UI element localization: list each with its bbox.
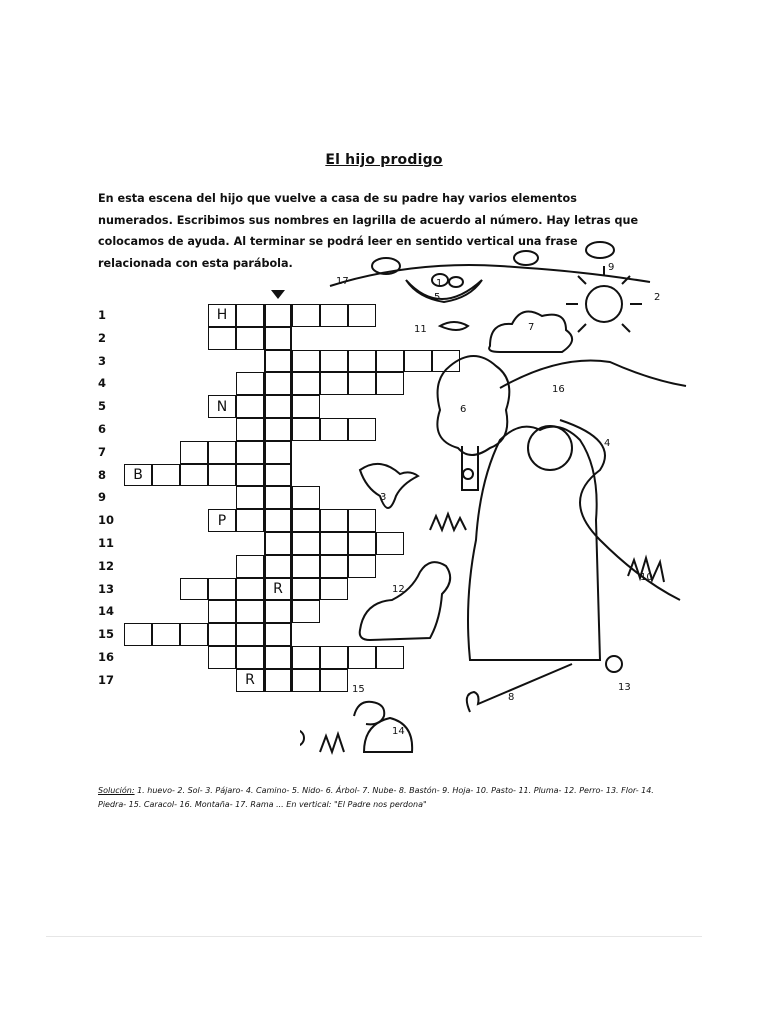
crossword-cell[interactable]: [236, 464, 264, 487]
crossword-cell[interactable]: R: [236, 669, 264, 692]
scene-label: 12: [392, 584, 405, 595]
crossword-cell[interactable]: [236, 395, 264, 418]
scene-label: 16: [552, 384, 565, 395]
row-number: 12: [98, 558, 115, 573]
page-divider: [46, 936, 702, 937]
crossword-cell[interactable]: B: [124, 464, 152, 487]
worksheet-instructions: En esta escena del hijo que vuelve a casa de su padre hay varios elementos numerados. Escribimos sus nombres en lagrilla de acuerdo al número. Hay letras que colocamos de ayuda. Al terminar se podrá leer en sentido vertical una frase relacionada con esta parábola.: [98, 192, 639, 270]
tree-hole-icon: [463, 469, 473, 479]
scene-label: 15: [352, 684, 365, 695]
key-column-cell[interactable]: [264, 304, 292, 327]
key-column-cell[interactable]: [264, 464, 292, 487]
crossword-cell[interactable]: [208, 578, 236, 601]
feather-icon: [440, 322, 468, 330]
key-column-cell[interactable]: [264, 395, 292, 418]
row-number: 15: [98, 627, 115, 642]
crossword-cell[interactable]: [180, 578, 208, 601]
stone-icon: [364, 718, 412, 752]
crossword-cell[interactable]: [236, 509, 264, 532]
crossword-cell[interactable]: [124, 623, 152, 646]
flower-icon: [300, 730, 304, 746]
dog-icon: [360, 562, 450, 640]
crossword-cell[interactable]: [180, 464, 208, 487]
scene-label: 2: [654, 292, 661, 303]
nest-icon: [406, 280, 482, 302]
grass-icon: [320, 734, 344, 752]
egg-icon: [449, 277, 463, 287]
scene-label: 17: [336, 276, 349, 287]
scene-label: 7: [528, 322, 535, 333]
key-column-cell[interactable]: [264, 372, 292, 395]
crossword-cell[interactable]: N: [208, 395, 236, 418]
crossword-cell[interactable]: H: [208, 304, 236, 327]
solution-answers: 1. huevo- 2. Sol- 3. Pájaro- 4. Camino- 5. Nido- 6. Árbol- 7. Nube- 8. Bastón- 9. Hoja- 10. Pasto- 11. Pluma- 12. Perro- 13. Flor- 14. Piedra- 15. Caracol- 16. Montaña- 17. Rama ... En vertical: "El Padre nos perdona": [98, 786, 654, 809]
crossword-cell[interactable]: [208, 327, 236, 350]
row-number: 5: [98, 399, 107, 414]
crossword-cell[interactable]: [236, 600, 264, 623]
key-column-cell[interactable]: [264, 532, 292, 555]
crossword-cell[interactable]: [236, 486, 264, 509]
row-number: 11: [98, 536, 115, 550]
son-head-icon: [528, 426, 572, 470]
row-number: 13: [98, 581, 115, 596]
crossword-cell[interactable]: [208, 600, 236, 623]
crossword-cell[interactable]: [152, 623, 180, 646]
crossword-cell[interactable]: [208, 464, 236, 487]
key-column-cell[interactable]: [264, 623, 292, 646]
key-column-cell[interactable]: [264, 646, 292, 669]
scene-label: 8: [508, 692, 515, 703]
row-number: 1: [98, 308, 107, 322]
key-column-cell[interactable]: [264, 327, 292, 350]
scene-label: 6: [460, 404, 467, 415]
crossword-cell[interactable]: [180, 623, 208, 646]
staff-icon: [467, 664, 572, 712]
grass-icon: [430, 514, 466, 530]
key-column-cell[interactable]: [264, 509, 292, 532]
key-column-cell[interactable]: [264, 600, 292, 623]
leaf-icon: [586, 242, 614, 258]
row-number: 10: [98, 513, 115, 528]
solution-text: [98, 784, 658, 812]
mountain-icon: [500, 360, 686, 388]
crossword-cell[interactable]: [208, 623, 236, 646]
row-number: 16: [98, 650, 115, 664]
tree-icon: [437, 356, 509, 455]
crossword-cell[interactable]: [236, 327, 264, 350]
row-number: 17: [98, 672, 115, 687]
crossword-cell[interactable]: [236, 555, 264, 578]
key-column-cell[interactable]: [264, 350, 292, 373]
crossword-cell[interactable]: [208, 441, 236, 464]
solution-label: Solución:: [98, 786, 135, 795]
flower-icon: [606, 656, 622, 672]
scene-label: 10: [640, 572, 653, 583]
scene-label: 11: [414, 324, 427, 335]
scene-label: 14: [392, 726, 405, 737]
worksheet-title: El hijo prodigo: [325, 152, 443, 168]
crossword-cell[interactable]: [236, 578, 264, 601]
row-number: 6: [98, 422, 107, 436]
sun-icon: [586, 286, 622, 322]
key-column-cell[interactable]: [264, 555, 292, 578]
crossword-cell[interactable]: [180, 441, 208, 464]
scene-label: 1: [436, 278, 443, 289]
crossword-cell[interactable]: [236, 441, 264, 464]
key-column-cell[interactable]: [264, 441, 292, 464]
scene-label: 9: [608, 262, 615, 273]
row-number: 14: [98, 604, 115, 619]
row-number: 7: [98, 444, 107, 459]
crossword-cell[interactable]: [236, 372, 264, 395]
key-column-cell[interactable]: R: [264, 578, 292, 601]
crossword-cell[interactable]: [236, 304, 264, 327]
scene-label: 13: [618, 682, 631, 693]
crossword-cell[interactable]: [236, 623, 264, 646]
crossword-cell[interactable]: [236, 418, 264, 441]
crossword-cell[interactable]: [152, 464, 180, 487]
scene-label: 5: [434, 292, 441, 303]
key-column-cell[interactable]: [264, 418, 292, 441]
crossword-cell[interactable]: [236, 646, 264, 669]
row-number: 4: [98, 376, 107, 391]
key-column-cell[interactable]: [264, 669, 292, 692]
branch-icon: [330, 265, 650, 286]
scene-label: 4: [604, 438, 611, 449]
row-number: 9: [98, 490, 107, 505]
scene-label: 3: [380, 492, 387, 503]
leaf-icon: [514, 251, 538, 265]
key-column-cell[interactable]: [264, 486, 292, 509]
down-arrow-icon: [271, 290, 285, 299]
row-number: 8: [98, 467, 107, 482]
crossword-cell[interactable]: [208, 646, 236, 669]
bird-icon: [360, 464, 418, 508]
crossword-cell[interactable]: P: [208, 509, 236, 532]
parable-illustration: [300, 240, 690, 760]
row-number: 2: [98, 330, 107, 345]
row-number: 3: [98, 353, 107, 368]
